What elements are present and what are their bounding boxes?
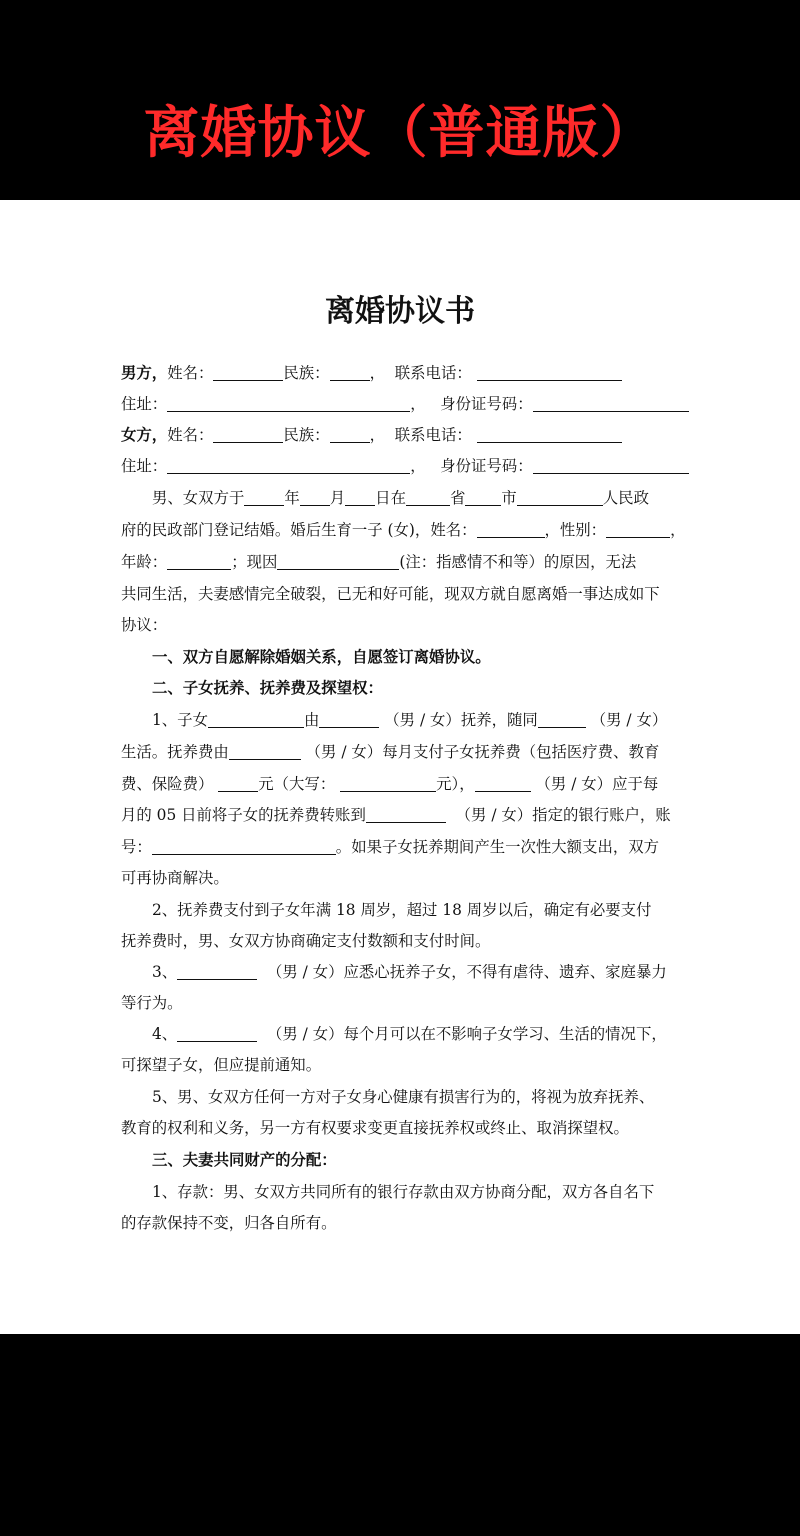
child-name-blank[interactable]	[477, 521, 545, 538]
clause-1-line-3: 费、保险费） 元（大写： 元）， （男 / 女）应于每	[121, 775, 659, 793]
female-phone-blank[interactable]	[477, 426, 622, 443]
transfer-party-blank[interactable]	[475, 775, 531, 792]
child-blank[interactable]	[208, 711, 304, 728]
custodian-blank[interactable]	[319, 711, 379, 728]
child-gender-blank[interactable]	[606, 521, 670, 538]
clause-3-line-2: 等行为。	[121, 994, 183, 1012]
reason-blank[interactable]	[277, 553, 399, 570]
clause-2-line-2: 抚养费时，男、女双方协商确定支付数额和支付时间。	[121, 932, 491, 950]
document-page	[0, 200, 800, 1334]
child-age-blank[interactable]	[167, 553, 231, 570]
male-address-blank[interactable]	[167, 395, 410, 412]
female-name-blank[interactable]	[213, 426, 283, 443]
female-address-blank[interactable]	[167, 457, 410, 474]
section-1-heading: 一、双方自愿解除婚姻关系，自愿签订离婚协议。	[152, 648, 491, 666]
intro-line-3: 年龄： ；现因 (注：指感情不和等）的原因，无法	[121, 553, 637, 571]
clause-5-line-1: 5、男、女双方任何一方对子女身心健康有损害行为的，将视为放弃抚养、	[152, 1088, 655, 1106]
clause-2-line-1: 2、抚养费支付到子女年满 18 周岁，超过 18 周岁以后，确定有必要支付	[152, 901, 652, 919]
day-blank[interactable]	[345, 489, 375, 506]
payer-blank[interactable]	[229, 743, 301, 760]
clause-1-line-2: 生活。抚养费由 （男 / 女）每月支付子女抚养费（包括医疗费、教育	[121, 743, 660, 761]
female-info-line: 女方，姓名： 民族： ， 联系电话：	[121, 423, 681, 447]
banner	[0, 0, 800, 200]
document-title: 离婚协议书	[325, 294, 475, 329]
female-address-line: 住址： ， 身份证号码：	[121, 454, 681, 478]
section-3-heading: 三、夫妻共同财产的分配：	[152, 1151, 337, 1169]
male-ethnic-blank[interactable]	[330, 364, 370, 381]
property-clause-1-line-2: 的存款保持不变，归各自所有。	[121, 1214, 337, 1232]
clause-4-line-2: 可探望子女，但应提前通知。	[121, 1056, 322, 1074]
clause-1-line-6: 可再协商解决。	[121, 869, 229, 887]
female-ethnic-blank[interactable]	[330, 426, 370, 443]
live-with-blank[interactable]	[538, 711, 586, 728]
receiver-blank[interactable]	[366, 806, 446, 823]
male-address-line: 住址： ， 身份证号码：	[121, 392, 681, 416]
male-info-line: 男方，姓名： 民族： ， 联系电话：	[121, 361, 681, 385]
month-blank[interactable]	[300, 489, 330, 506]
intro-line-4: 共同生活，夫妻感情完全破裂，已无和好可能，现双方就自愿离婚一事达成如下	[121, 585, 660, 603]
female-id-blank[interactable]	[533, 457, 689, 474]
city-blank[interactable]	[465, 489, 501, 506]
district-blank[interactable]	[517, 489, 603, 506]
banner-title: 离婚协议（普通版）	[143, 101, 657, 166]
clause-5-line-2: 教育的权利和义务，另一方有权要求变更直接抚养权或终止、取消探望权。	[121, 1119, 629, 1137]
year-blank[interactable]	[244, 489, 284, 506]
intro-line-2: 府的民政部门登记结婚。婚后生育一子 (女)，姓名： ，性别： ，	[121, 521, 686, 539]
clause-4-blank[interactable]	[177, 1025, 257, 1042]
clause-1-line-5: 号： 。如果子女抚养期间产生一次性大额支出，双方	[121, 838, 660, 856]
clause-1-line-4: 月的 05 日前将子女的抚养费转账到 （男 / 女）指定的银行账户，账	[121, 806, 671, 824]
property-clause-1-line-1: 1、存款：男、女双方共同所有的银行存款由双方协商分配，双方各自名下	[152, 1183, 655, 1201]
section-2-heading: 二、子女抚养、抚养费及探望权：	[152, 679, 383, 697]
male-id-blank[interactable]	[533, 395, 689, 412]
clause-3-blank[interactable]	[177, 963, 257, 980]
account-blank[interactable]	[152, 838, 336, 855]
intro-line-1: 男、女双方于 年 月 日在 省 市 人民政	[152, 489, 649, 507]
province-blank[interactable]	[406, 489, 450, 506]
male-phone-blank[interactable]	[477, 364, 622, 381]
male-name-blank[interactable]	[213, 364, 283, 381]
bottom-bar	[0, 1334, 800, 1536]
intro-line-5: 协议：	[121, 616, 168, 634]
clause-1-line-1: 1、子女 由 （男 / 女）抚养，随同 （男 / 女）	[152, 711, 668, 729]
clause-3-line-1: 3、 （男 / 女）应悉心抚养子女，不得有虐待、遗弃、家庭暴力	[152, 963, 667, 981]
amount-blank[interactable]	[218, 775, 258, 792]
female-label: 女方，	[121, 426, 168, 444]
amount-capital-blank[interactable]	[340, 775, 436, 792]
clause-4-line-1: 4、 （男 / 女）每个月可以在不影响子女学习、生活的情况下，	[152, 1025, 667, 1043]
male-label: 男方，	[121, 364, 168, 382]
